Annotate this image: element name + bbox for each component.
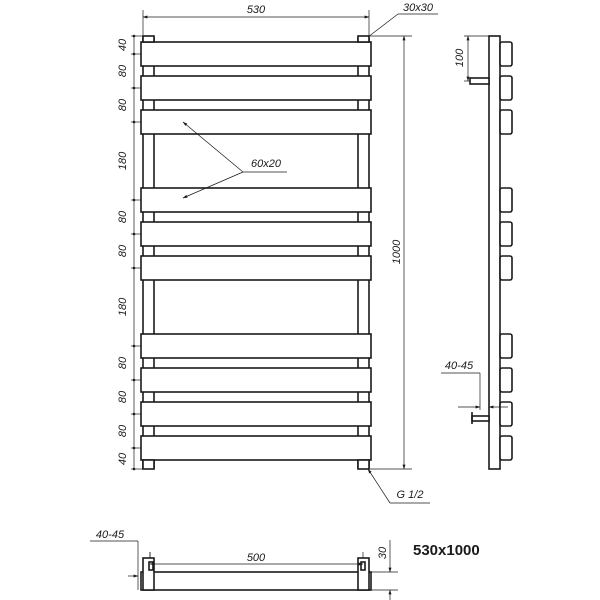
bottom-valve-left (149, 562, 153, 570)
bar (141, 436, 371, 460)
offset-label: 100 (454, 48, 466, 68)
bar (141, 368, 371, 392)
connection-label: G 1/2 (396, 489, 424, 501)
spacing-label: 80 (117, 356, 129, 370)
side-bar (500, 436, 512, 460)
side-bars (500, 42, 512, 460)
side-bar (500, 76, 512, 100)
bottom-bar (141, 572, 371, 590)
bottom-connection (472, 416, 489, 421)
side-view (441, 36, 512, 469)
axis-label: 500 (246, 552, 266, 564)
bottom-cap-right (358, 460, 369, 469)
side-bar (500, 256, 512, 280)
bottom-cap-left (143, 460, 154, 469)
side-bar (500, 110, 512, 134)
bar (141, 188, 371, 212)
spacing-label: 80 (117, 390, 129, 404)
bottom-view (90, 529, 398, 600)
bar (141, 76, 371, 100)
side-wall-distance-label: 40-45 (444, 360, 474, 372)
top-cap-left (143, 36, 154, 42)
side-bar (500, 42, 512, 66)
spacing-label: 180 (117, 297, 129, 317)
height-label: 1000 (391, 239, 403, 265)
bar (141, 42, 371, 66)
front-view (117, 2, 438, 503)
bottom-valve-right (361, 562, 365, 570)
bar (141, 334, 371, 358)
bar (141, 110, 371, 134)
side-bar (500, 222, 512, 246)
bar (141, 402, 371, 426)
spacing-label: 80 (117, 64, 129, 78)
bar (141, 222, 371, 246)
spacing-label: 80 (117, 424, 129, 438)
spacing-label: 180 (117, 151, 129, 171)
bottom-wall-distance-label: 40-45 (95, 529, 125, 541)
wall-bracket-top (470, 78, 489, 84)
corner-label: 30x30 (403, 2, 433, 14)
connection-leader (368, 469, 390, 503)
width-label: 530 (246, 4, 266, 16)
side-collector (489, 36, 500, 469)
corner-leader (368, 14, 398, 37)
offset-dimension (464, 36, 489, 81)
spacing-label: 80 (117, 98, 129, 112)
side-bar (500, 188, 512, 212)
size-label: 530x1000 (413, 542, 480, 559)
side-bar (500, 368, 512, 392)
top-cap-right (358, 36, 369, 42)
bars (141, 42, 371, 460)
spacing-label: 80 (117, 210, 129, 224)
bar (141, 256, 371, 280)
spacing-label: 40 (117, 452, 129, 466)
depth-label: 30 (377, 546, 389, 560)
side-bar (500, 402, 512, 426)
spacing-label: 40 (117, 38, 129, 52)
profile-label: 60x20 (251, 158, 281, 170)
side-bar (500, 334, 512, 358)
spacing-label: 80 (117, 244, 129, 258)
